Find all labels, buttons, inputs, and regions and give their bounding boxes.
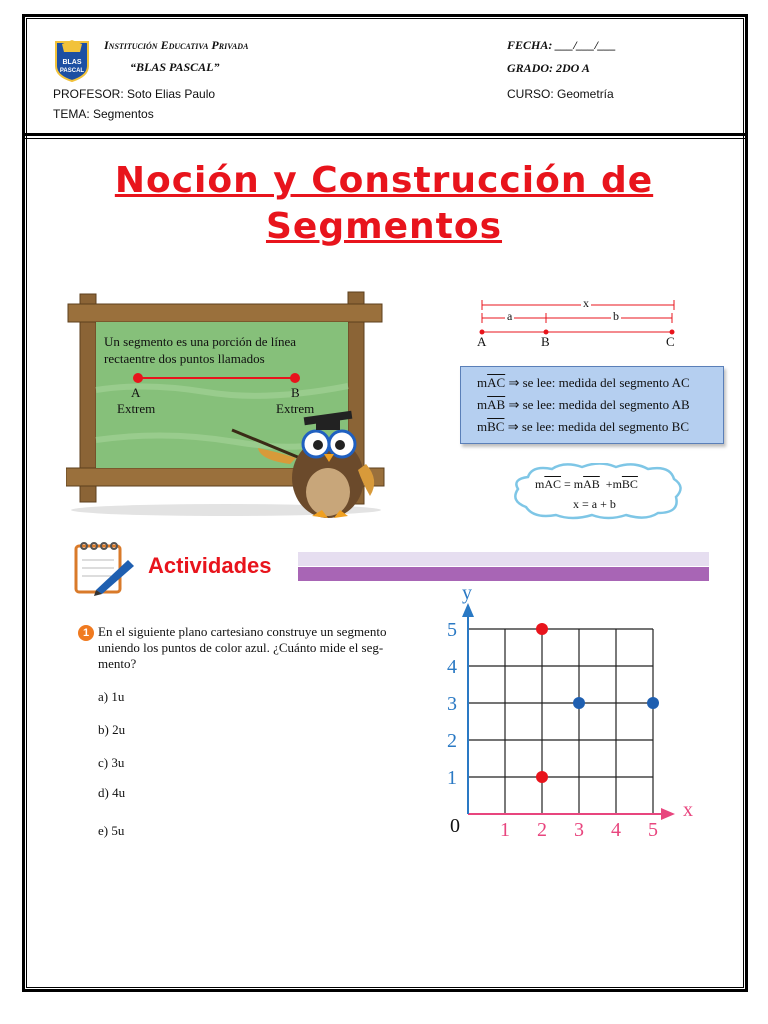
owl-teacher-image — [230, 400, 380, 522]
diagram-point-b: B — [541, 334, 550, 349]
page-title: Noción y Construcción de Segmentos — [114, 160, 654, 247]
answer-option-e[interactable]: e) 5u — [98, 823, 125, 838]
date-field: FECHA: ___/___/___ — [507, 38, 617, 52]
measure-row: $m\overline{AB}$ ⇒ se lee: medida del segmento AB — [477, 397, 690, 412]
board-extrem-a: Extrem — [117, 401, 156, 416]
x-axis-arrow — [661, 808, 675, 820]
activities-bar-dark — [298, 567, 709, 581]
activities-heading: Actividades — [148, 553, 272, 578]
data-point-azul — [647, 697, 659, 709]
answer-option-d[interactable]: d) 4u — [98, 785, 126, 800]
x-axis-label: x — [683, 799, 693, 821]
institution-name: Institución Educativa Privada — [104, 38, 249, 52]
formula-line1: $m\overline{AC} = m\overline{AB} +m\overline{BC}$ — [535, 477, 638, 491]
y-axis-arrow — [462, 603, 474, 617]
x-tick-label: 1 — [500, 819, 510, 841]
formula-cloud — [508, 463, 686, 521]
diagram-label-b: b — [613, 309, 619, 323]
teacher-field: PROFESOR: Soto Elias Paulo — [53, 87, 216, 101]
svg-text:PASCAL: PASCAL — [59, 68, 85, 74]
y-tick-label: 2 — [447, 730, 457, 752]
formula-line2: x = a + b — [573, 497, 616, 511]
y-axis-label: y — [462, 585, 472, 604]
grade-field: GRADO: 2DO A — [507, 61, 590, 75]
course-field: CURSO: Geometría — [507, 87, 614, 101]
question-text-line3: mento? — [98, 656, 137, 671]
question-text-line1: En el siguiente plano cartesiano construye un segmento — [98, 624, 387, 639]
board-extrem-b: Extrem — [276, 401, 315, 416]
origin-label: 0 — [450, 815, 460, 837]
diagram-point-a: A — [477, 334, 487, 349]
svg-text:BLAS: BLAS — [62, 59, 82, 66]
measure-row: $m\overline{AC}$ ⇒ se lee: medida del segmento AC — [477, 375, 690, 390]
y-tick-label: 5 — [447, 619, 457, 641]
data-point-rojo — [536, 623, 548, 635]
cartesian-plane — [430, 585, 710, 845]
notebook-pen-icon — [72, 538, 136, 596]
institution-school: “BLAS PASCAL” — [130, 60, 220, 74]
data-point-azul — [573, 697, 585, 709]
board-definition-line2: rectaentre dos puntos llamados — [104, 351, 265, 366]
y-tick-label: 4 — [447, 656, 457, 678]
question-number-badge: 1 — [78, 625, 94, 641]
diagram-label-x: x — [583, 296, 589, 310]
y-tick-label: 3 — [447, 693, 457, 715]
school-logo — [53, 38, 91, 82]
x-tick-label: 4 — [611, 819, 621, 841]
measure-definitions-box — [460, 366, 724, 444]
x-tick-label: 2 — [537, 819, 547, 841]
answer-option-a[interactable]: a) 1u — [98, 689, 125, 704]
measure-row: $m\overline{BC}$ ⇒ se lee: medida del segmento BC — [477, 419, 690, 434]
activities-bar-light — [298, 552, 709, 566]
x-tick-label: 5 — [648, 819, 658, 841]
diagram-point-c: C — [666, 334, 675, 349]
topic-field: TEMA: Segmentos — [53, 107, 154, 121]
data-point-rojo — [536, 771, 548, 783]
x-tick-label: 3 — [574, 819, 584, 841]
question-text-line2: uniendo los puntos de color azul. ¿Cuánto mide el seg- — [98, 640, 384, 655]
answer-option-c[interactable]: c) 3u — [98, 755, 125, 770]
y-tick-label: 1 — [447, 767, 457, 789]
board-definition-line1: Un segmento es una porción de línea — [104, 334, 297, 349]
header-divider — [22, 133, 748, 139]
board-point-b: B — [291, 385, 300, 400]
board-point-a: A — [131, 385, 141, 400]
diagram-label-a: a — [507, 309, 513, 323]
answer-option-b[interactable]: b) 2u — [98, 722, 126, 737]
